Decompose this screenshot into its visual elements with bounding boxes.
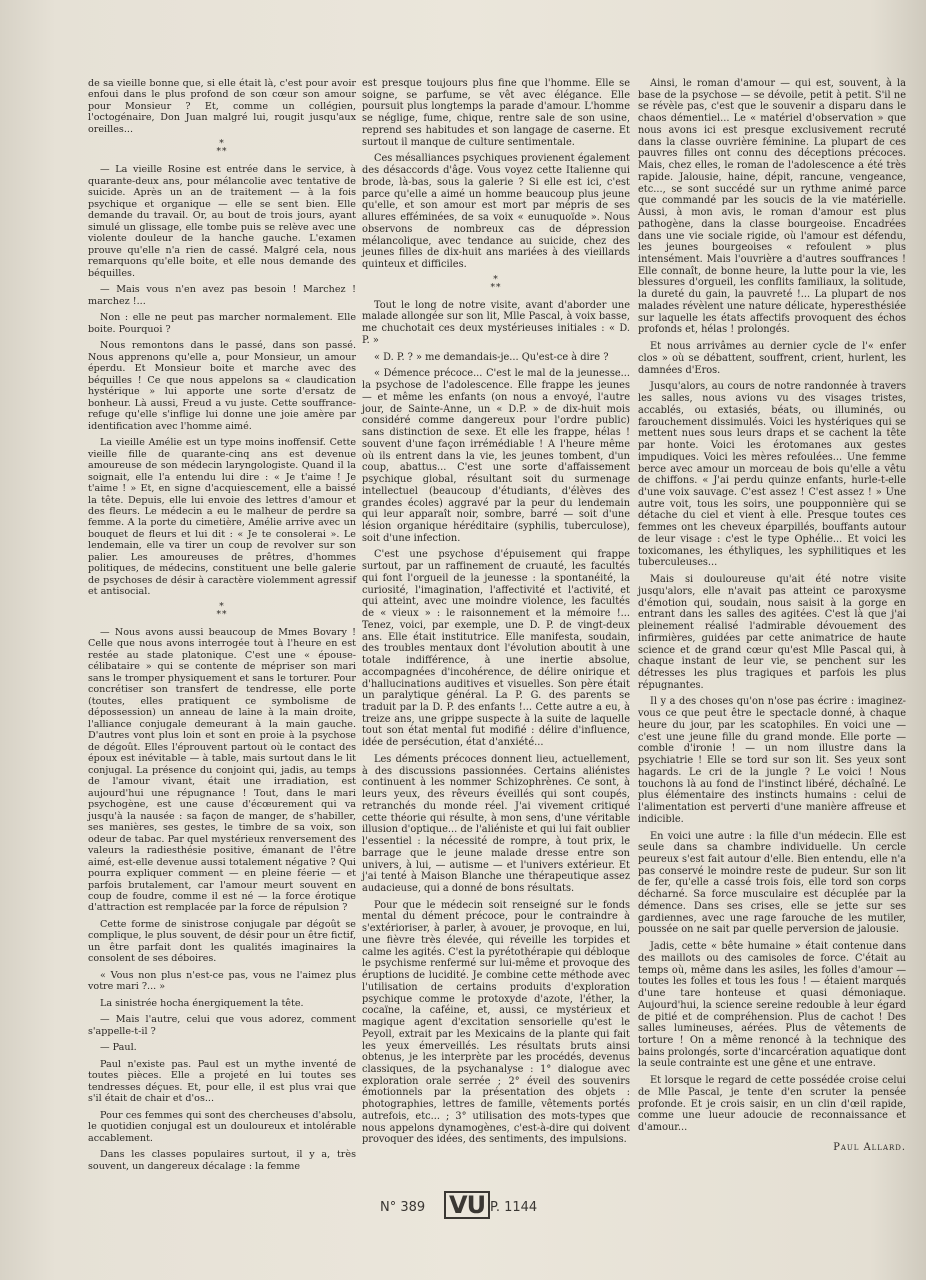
column-2 (362, 78, 630, 1151)
separator-star-top: * (493, 274, 499, 285)
paragraph: La sinistrée hocha énergiquement la tête. (100, 997, 304, 1009)
paragraph: — Paul. (100, 1042, 137, 1054)
paragraph: Les déments précoces donnent lieu, actuellement, à des discussions passionnées. Certains aliénistes continuent à les nommer Schizophrènes. Ce sont, à leurs yeux, des rêveurs éveillés qui sont coupés, retranchés du monde réel. J'ai vivement critiqué cette théorie qui résulte, à mon sens, d'une véritable illusion d'optique... de l'aliéniste et qui lui fait oublier l'essentiel : la nécessité de rompre, à tout prix, le barrage que le jeune malade dresse entre son univers, à lui, — autisme — et l'univers extérieur. Et j'ai tenté à Maison Blanche une thérapeutique assez audacieuse, qui a donné de bons résultats. (362, 753, 630, 894)
paragraph: La vieille Amélie est un type moins inoffensif. Cette vieille fille de quarante-cinq ans est devenue amoureuse de son médecin laryngologiste. Quand il la soignait, elle l'a entendu lui dire : « Je t'aime ! Je t'aime ! » Et, en signe d'acquiescement, elle a baissé la tête. Depuis, elle lui envoie des lettres d'amour et des fleurs. Le médecin a eu le malheur de perdre sa femme. A la porte du cimetière, Amélie arrive avec un bouquet de fleurs et lui dit : « Je te consolerai ». Le lendemain, elle va tirer un coup de revolver sur son palier. Les amoureuses de prêtres, d'hommes politiques, de médecins, constituent une belle galerie de psychoses de désir à caractère violemment agressif et antisocial. (88, 437, 356, 598)
separator-star-top: * (219, 601, 225, 612)
paragraph: Pour ces femmes qui sont des chercheuses d'absolu, le quotidien conjugal est un douloureux et intolérable accablement. (88, 1109, 356, 1144)
separator-star-bottom: ** (216, 147, 228, 158)
paragraph: Paul n'existe pas. Paul est un mythe inventé de toutes pièces. Elle a projeté en lui toutes ses tendresses déçues. Et, pour elle, il est plus vrai que s'il était de chair et d'os... (88, 1058, 356, 1105)
paragraph: — Mais l'autre, celui que vous adorez, comment s'appelle-t-il ? (88, 1014, 356, 1037)
paragraph: Jusqu'alors, au cours de notre randonnée à travers les salles, nous avions vu des visages tristes, accablés, ou extasiés, béats, ou illuminés, ou farouchement dissimulés. Voici les hystériques qui se mettent nues sous leurs draps et se cachent la tête par honte. Voici les érotomanes aux gestes impudiques. Voici les mères refoulées... Une femme berce avec amour un morceau de bois qu'elle a vêtu de chiffons. « J'ai perdu quinze enfants, hurle-t-elle d'une voix sauvage. C'est assez ! C'est assez ! » Une autre voit, tous les soirs, une poupponnière qui se détache du ciel et vient à elle. Presque toutes ces femmes ont les cheveux éparpillés, bouffants autour de leur visage : c'est le type Ophélie... Et voici les toxicomanes, les éthyliques, les syphilitiques et les tuberculeuses... (638, 381, 906, 569)
paragraph: — Nous avons aussi beaucoup de Mmes Bovary ! Celle que nous avons interrogée tout à l'heure en est restée au stade platonique. C'est une « épouse-célibataire » qui se contente de mépriser son mari sans le tromper physiquement et sans le torturer. Pour concrétiser son transfert de tendresse, elle porte (toutes, elles pratiquent ce symbolisme de dépossession) un anneau de laine à la main droite, l'alliance conjugale demeurant à la main gauche. D'autres vont plus loin et sont en proie à la psychose de dégoût. Elles l'éprouvent partout où le contact des époux est inévitable — à table, mais surtout dans le lit conjugal. La présence du conjoint qui, jadis, au temps de l'amour vivant, était une irradiation, est aujourd'hui une répugnance ! Tout, dans le mari psychogène, est une cause d'écœurement qui va jusqu'à la nausée : sa façon de manger, de s'habiller, ses manières, ses gestes, le timbre de sa voix, son odeur de tabac. Par quel mystérieux renversement des valeurs la radiesthésie positive, émanant de l'être aimé, est-elle devenue aussi totalement négative ? Qui pourra expliquer comment — en pleine féerie — et parfois brutalement, car l'amour meurt souvent en coup de foudre, comme il est né — la force érotique d'attraction est remplacée par la force de répulsion ? (88, 626, 356, 914)
paragraph: — La vieille Rosine est entrée dans le service, à quarante-deux ans, pour mélancolie avec tentative de suicide. Après un an de traitement — à la fois psychique et organique — elle se sent bien. Elle demande du travail. Or, au bout de trois jours, ayant simulé un glissage, elle tombe puis se relève avec une violente douleur de la hanche gauche. L'examen prouve qu'elle n'a rien de cassé. Malgré cela, nous remarquons qu'elle boite, et elle nous demande des béquilles. (88, 164, 356, 279)
separator-star-bottom: ** (216, 609, 228, 620)
paragraph: Jadis, cette « bête humaine » était contenue dans des maillots ou des camisoles de force. C'était au temps où, même dans les asiles, les folles d'amour — toutes les folles et tous les fous ! — étaient marqués d'une tare honteuse et quasi démoniaque. Aujourd'hui, la science sereine redouble à leur égard de pitié et de compréhension. Plus de cachot ! Des salles lumineuses, aérées. Plus de vêtements de torture ! On a même renoncé à la technique des bains prolongés, sorte d'incarcération aquatique dont la seule contrainte est une gêne et une entrave. (638, 941, 906, 1070)
separator-star-top: * (219, 139, 225, 150)
paragraph: C'est une psychose d'épuisement qui frappe surtout, par un raffinement de cruauté, les facultés qui font l'orgueil de la jeunesse : la spontanéité, la curiosité, l'imagination, l'affectivité et l'activité, et qui atteint, avec une moindre violence, les facultés de « vieux » : le raisonnement et la mémoire !... Tenez, voici, par exemple, une D. P. de vingt-deux ans. Elle était institutrice. Elle manifesta, soudain, des troubles mentaux dont l'évolution aboutit à une totale indifférence, à une inertie absolue, accompagnées d'incohérence, de délire onirique et d'hallucinations auditives et visuelles. Son père était un paralytique général. La P. G. des parents se traduit par la D. P. des enfants !... Cette autre a eu, à treize ans, une grippe suspecte à la suite de laquelle tout son état mental fut modifié : délire d'influence, idée de persécution, état d'anxiété... (362, 549, 630, 749)
paragraph: Ainsi, le roman d'amour — qui est, souvent, à la base de la psychose — se dévoile, petit à petit. S'il ne se révèle pas, c'est que le souvenir a disparu dans le chaos démentiel... Le « matériel d'observation » que nous avons ici est presque exclusivement recruté dans la classe ouvrière féminine. La plupart de ces pauvres filles ont connu des déceptions précoces. Mais, chez elles, le roman de l'adolescence a été très rapide. Jalousie, haine, dépit, rancune, vengeance, etc..., se sont succédé sur un rythme animé parce que commandé par les soucis de la vie matérielle. Aussi, à mon avis, le roman d'amour est plus pathogène, dans la classe bourgeoise. Encadrées dans une vie sociale rigide, où l'amour est défendu, les jeunes bourgeoises « refoulent » plus intensément. Mais l'ouvrière a d'autres souffrances ! Elle connaît, de bonne heure, la lutte pour la vie, les blessures d'orgueil, les conflits familiaux, la solitude, la dureté du gain, la pauvreté !... La plupart de nos malades révèlent une nature délicate, hyperesthésiée sur laquelle les états affectifs provoquent des échos profonds et, hélas ! prolongés. (638, 78, 906, 336)
paragraph: « D. P. ? » me demandais-je... Qu'est-ce à dire ? (374, 351, 609, 363)
paragraph: Mais si douloureuse qu'ait été notre visite jusqu'alors, elle n'avait pas atteint ce paroxysme d'émotion qui, soudain, nous saisit à la gorge en entrant dans les salles des agitées. C'est là que j'ai pleinement réalisé l'admirable dévouement des infirmières, guidées par cette animatrice de haute science et de grand cœur qu'est Mlle Pascal qui, à chaque instant de leur vie, se penchent sur les détresses les plus tragiques et parfois les plus répugnantes. (638, 574, 906, 691)
paragraph: de sa vieille bonne que, si elle était là, c'est pour avoir enfoui dans le plus profond de son cœur son amour pour Monsieur ? Et, comme un collégien, l'octogénaire, Don Juan malgré lui, rougit jusqu'aux oreilles... (88, 78, 356, 135)
paragraph: Pour que le médecin soit renseigné sur le fonds mental du dément précoce, pour le contraindre à s'extérioriser, à parler, à avouer, je provoque, en lui, une fièvre très élevée, qui réveille les torpides et calme les agités. C'est la pyrétothérapie qui débloque le psychisme renfermé sur lui-même et provoque des éruptions de lucidité. Je combine cette méthode avec l'utilisation de certains produits d'exploration psychique comme le protoxyde d'azote, l'éther, la cocaïne, la caféine, et, aussi, ce mystérieux et magique agent d'excitation sensorielle qu'est le Peyoll, extrait par les Mexicains de la plante qui fait les yeux émerveillés. Les résultats bruts ainsi obtenus, je les interprète par les procédés, devenus classiques, de la psychanalyse : 1° dialogue avec exploration orale serrée ; 2° éveil des souvenirs émotionnels par la présentation des objets : photographies, lettres de famille, vêtements portés autrefois, etc... ; 3° utilisation des mots-types que nous appelons dynamogènes, c'est-à-dire qui doivent provoquer des idées, des sentiments, des impulsions. (362, 899, 630, 1146)
issue-number: N° 389 (380, 1200, 426, 1215)
paragraph: Il y a des choses qu'on n'ose pas écrire : imaginez-vous ce que peut être le spectacle donné, à chaque heure du jour, par les scatophiles. En voici une — c'est une jeune fille du grand monde. Elle porte — comble d'ironie ! — un nom illustre dans la psychiatrie ! Elle se tord sur son lit. Ses yeux sont hagards. Le cri de la jungle ? Le voici ! Nous touchons là au fond de l'instinct libéré, déchaîné. Le plus élémentaire des instincts humains : celui de l'alimentation est perverti d'une manière affreuse et indicible. (638, 696, 906, 825)
separator-star-bottom: ** (490, 282, 502, 293)
paragraph: Non : elle ne peut pas marcher normalement. Elle boite. Pourquoi ? (88, 312, 356, 335)
paragraph: « Vous non plus n'est-ce pas, vous ne l'aimez plus votre mari ?... » (88, 969, 356, 993)
section-separator (88, 603, 356, 619)
paragraph: En voici une autre : la fille d'un médecin. Elle est seule dans sa chambre individuelle. Un cercle peureux s'est fait autour d'elle. Bien entendu, elle n'a pas conservé le moindre reste de pudeur. Sur son lit de fer, qu'elle a cassé trois fois, elle tord son corps décharné. Sa force musculaire est décuplée par la démence. Dans ses crises, elle se jette sur ses gardiennes, avec une rage farouche de les mutiler, poussée on ne sait par quelle perversion de jalousie. (638, 830, 906, 936)
paragraph: « Démence précoce... C'est le mal de la jeunesse... la psychose de l'adolescence. Elle frappe les jeunes — et même les enfants (on nous a envoyé, l'autre jour, de Sainte-Anne, un « D.P. » de dix-huit mois considéré comme dangereux pour l'ordre public) sans distinction de sexe. Et elle les frappe, hélas ! souvent d'une façon irrémédiable ! A l'heure même où ils entrent dans la vie, les jeunes tombent, d'un coup, abattus... C'est une sorte d'affaissement psychique global, résultant soit du surmenage intellectuel (beaucoup d'étudiants, d'élèves des grandes écoles) aggravé par la peur du lendemain qui leur apparaît noir, sombre, barré — soit d'une lésion organique héréditaire (syphilis, tuberculose), soit d'une infection. (362, 368, 630, 544)
paragraph: est presque toujours plus fine que l'homme. Elle se soigne, se parfume, se vêt avec élégance. Elle poursuit plus longtemps la parade d'amour. L'homme se néglige, fume, chique, rentre sale de son usine, reprend ses habitudes et son langage de caserne. Et surtout il manque de culture sentimentale. (362, 78, 630, 148)
section-separator (362, 276, 630, 292)
paragraph: Cette forme de sinistrose conjugale par dégoût se complique, le plus souvent, de désir pour un être fictif, un être parfait dont les qualités imaginaires la consolent de ses déboires. (88, 918, 356, 965)
paragraph: Tout le long de notre visite, avant d'aborder une malade allongée sur son lit, Mlle Pascal, à voix basse, me chuchotait ces deux mystérieuses initiales : « D. P. » (362, 299, 630, 346)
paragraph: Et lorsque le regard de cette possédée croise celui de Mlle Pascal, je tente d'en scruter la pensée profonde. Et je crois saisir, en un clin d'œil rapide, comme une lueur adoucie de reconnaissance et d'amour... (638, 1075, 906, 1134)
page-footer (380, 1191, 680, 1221)
magazine-logo: VU (444, 1191, 490, 1219)
column-1 (88, 78, 356, 1177)
author-signature: Paul Allard. (833, 1141, 906, 1153)
paragraph: Et nous arrivâmes au dernier cycle de l'« enfer clos » où se débattent, souffrent, crient, hurlent, les damnées d'Eros. (638, 341, 906, 376)
section-separator (88, 140, 356, 156)
paragraph: Ces mésalliances psychiques provienent également des désaccords d'âge. Vous voyez cette Italienne qui brode, là-bas, sous la galerie ? Si elle est ici, c'est parce qu'elle a aimé un homme beaucoup plus jeune qu'elle, et son amour est mort par mépris de ses allures efféminées, de sa voix « eunuquoïde ». Nous observons de nombreux cas de dépression mélancolique, avec tendance au suicide, chez des jeunes filles de dix-huit ans mariées à des vieillards quinteux et difficiles. (362, 153, 630, 271)
paragraph: Nous remontons dans le passé, dans son passé. Nous apprenons qu'elle a, pour Monsieur, un amour éperdu. Et Monsieur boite et marche avec des béquilles ! Ce que nous appelons sa « claudication hystérique » lui apporte une sorte d'ersatz de bonheur. Là aussi, Freud a vu juste. Cette souffrance-refuge qu'elle s'inflige lui donne une joie amère par identification avec l'homme aimé. (88, 340, 356, 432)
paragraph: Dans les classes populaires surtout, il y a, très souvent, un dangereux décalage : la femme (88, 1149, 356, 1172)
column-3 (638, 78, 906, 1154)
paragraph: — Mais vous n'en avez pas besoin ! Marchez ! marchez !... (88, 284, 356, 307)
page-number: P. 1144 (490, 1200, 538, 1215)
